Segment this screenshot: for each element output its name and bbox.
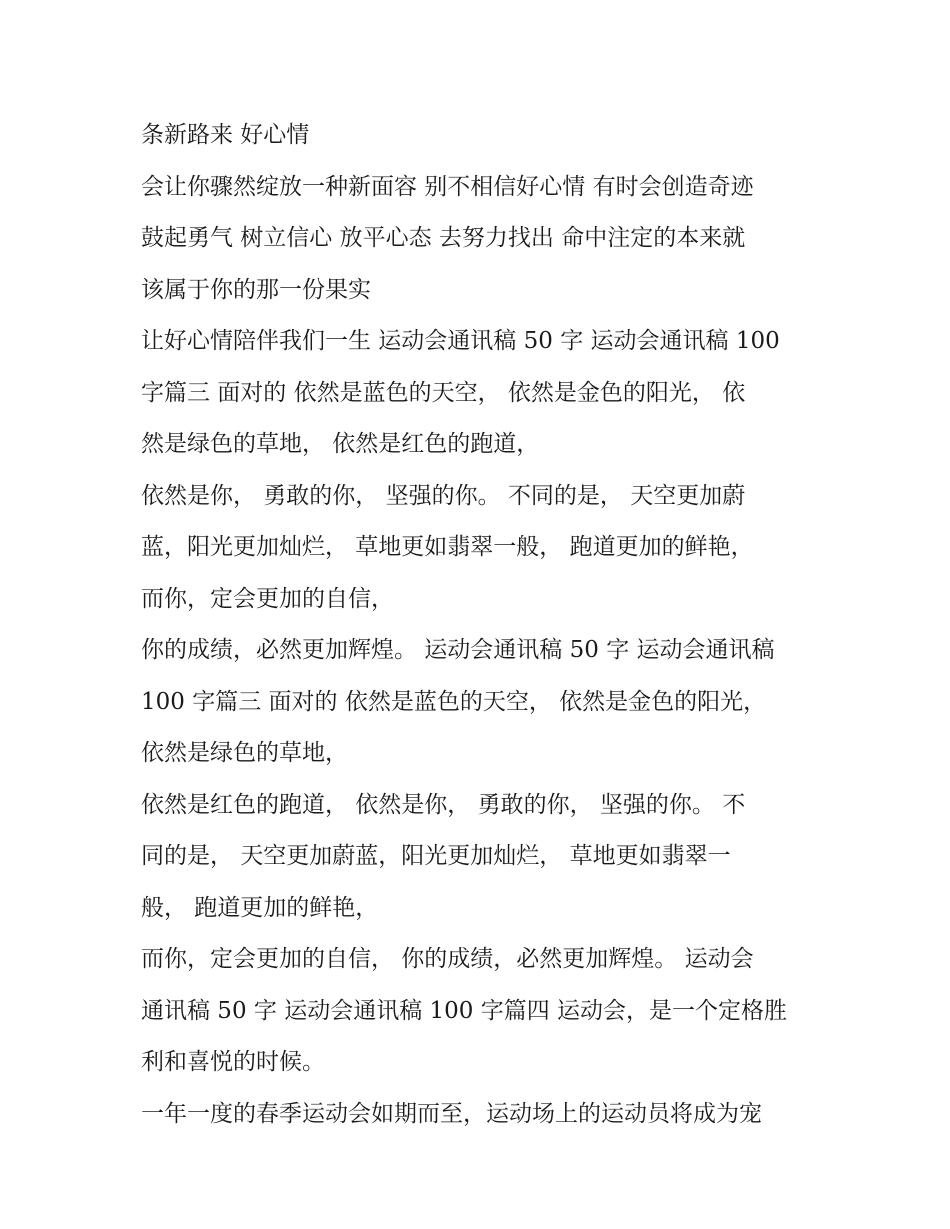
text-line: 让好心情陪伴我们一生 运动会通讯稿 50 字 运动会通讯稿 100 <box>141 328 780 354</box>
text-line: 通讯稿 50 字 运动会通讯稿 100 字篇四 运动会，是一个定格胜 <box>141 997 788 1024</box>
text-line: 一年一度的春季运动会如期而至，运动场上的运动员将成为宠 <box>141 1100 762 1127</box>
text-line: 利和喜悦的时候。 <box>141 1049 325 1075</box>
text-line: 条新路来 好心情 <box>141 122 310 148</box>
text-line: 100 字篇三 面对的 依然是蓝色的天空， 依然是金色的阳光， <box>141 688 767 715</box>
text-line: 而你，定会更加的自信， <box>141 585 394 612</box>
text-line: 你的成绩，必然更加辉煌。 运动会通讯稿 50 字 运动会通讯稿 <box>141 637 775 663</box>
text-line: 然是绿色的草地， 依然是红色的跑道， <box>141 431 540 457</box>
text-line: 会让你骤然绽放一种新面容 别不相信好心情 有时会创造奇迹 <box>141 173 754 200</box>
text-line: 字篇三 面对的 依然是蓝色的天空， 依然是金色的阳光， 依 <box>141 379 746 406</box>
text-line: 般， 跑道更加的鲜艳， <box>141 894 379 921</box>
text-line: 而你，定会更加的自信， 你的成绩，必然更加辉煌。 运动会 <box>141 946 754 972</box>
text-line: 依然是绿色的草地， <box>141 740 348 766</box>
text-line: 鼓起勇气 树立信心 放平心态 去努力找出 命中注定的本来就 <box>141 225 746 251</box>
text-line: 同的是， 天空更加蔚蓝，阳光更加灿烂， 草地更如翡翠一 <box>141 843 731 869</box>
text-line: 依然是你， 勇敢的你， 坚强的你。 不同的是， 天空更加蔚 <box>141 482 746 509</box>
text-line: 蓝，阳光更加灿烂， 草地更如翡翠一般， 跑道更加的鲜艳， <box>141 534 754 560</box>
text-line: 依然是红色的跑道， 依然是你， 勇敢的你， 坚强的你。 不 <box>141 791 746 818</box>
document-body <box>141 110 821 1140</box>
text-line: 该属于你的那一份果实 <box>141 276 371 303</box>
